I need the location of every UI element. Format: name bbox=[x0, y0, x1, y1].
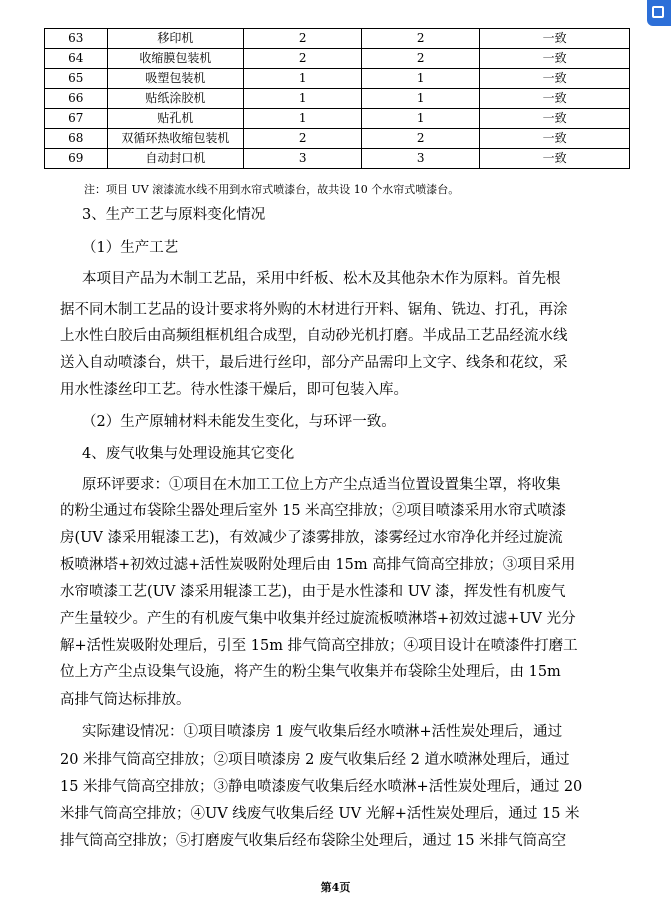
table-cell-name: 收缩膜包装机 bbox=[107, 49, 244, 69]
table-cell-b: 1 bbox=[362, 69, 480, 89]
table-cell-no: 68 bbox=[45, 129, 108, 149]
table-cell-c: 一致 bbox=[480, 89, 630, 109]
table-cell-c: 一致 bbox=[480, 49, 630, 69]
paragraph-line: 排气筒高空排放；⑤打磨废气收集后经布袋除尘处理后，通过 15 米排气筒高空 bbox=[60, 833, 567, 849]
table-cell-a: 2 bbox=[244, 129, 362, 149]
table-cell-b: 2 bbox=[362, 129, 480, 149]
table-cell-no: 64 bbox=[45, 49, 108, 69]
paragraph-line: 位上方产尘点设集气设施，将产生的粉尘集气收集并布袋除尘处理后，由 15m bbox=[60, 664, 561, 680]
table-cell-c: 一致 bbox=[480, 149, 630, 169]
table-cell-a: 3 bbox=[244, 149, 362, 169]
paragraph-line: 产生量较少。产生的有机废气集中收集并经过旋流板喷淋塔+初效过滤+UV 光分 bbox=[60, 611, 576, 627]
corner-app-icon[interactable] bbox=[647, 0, 671, 26]
table-row bbox=[45, 89, 630, 109]
table-cell-no: 66 bbox=[45, 89, 108, 109]
table-row bbox=[45, 49, 630, 69]
table-row bbox=[45, 129, 630, 149]
paragraph-line: 的粉尘通过布袋除尘器处理后室外 15 米高空排放；②项目喷漆采用水帘式喷漆 bbox=[60, 503, 567, 519]
table-cell-a: 2 bbox=[244, 29, 362, 49]
paragraph-line: 解+活性炭吸附处理后，引至 15m 排气筒高空排放；④项目设计在喷漆件打磨工 bbox=[60, 638, 578, 654]
paragraph-line: 原环评要求：①项目在木加工工位上方产尘点适当位置设置集尘罩，将收集 bbox=[82, 477, 561, 493]
table-cell-c: 一致 bbox=[480, 109, 630, 129]
paragraph-line: 送入自动喷漆台，烘干，最后进行丝印，部分产品需印上文字、线条和花纹，采 bbox=[60, 355, 568, 371]
table-row bbox=[45, 69, 630, 89]
table-cell-name: 贴纸涂胶机 bbox=[107, 89, 244, 109]
square-icon bbox=[652, 6, 664, 18]
table-cell-b: 2 bbox=[362, 29, 480, 49]
table-cell-name: 吸塑包装机 bbox=[107, 69, 244, 89]
table-cell-c: 一致 bbox=[480, 69, 630, 89]
table-cell-a: 1 bbox=[244, 109, 362, 129]
paragraph-line: 板喷淋塔+初效过滤+活性炭吸附处理后由 15m 高排气筒高空排放；③项目采用 bbox=[60, 557, 576, 573]
table-cell-no: 69 bbox=[45, 149, 108, 169]
paragraph-line: 米排气筒高空排放；④UV 线废气收集后经 UV 光解+活性炭处理后，通过 15 米 bbox=[60, 806, 580, 822]
paragraph-line: 实际建设情况：①项目喷漆房 1 废气收集后经水喷淋+活性炭处理后，通过 bbox=[82, 724, 563, 740]
paragraph-line: 20 米排气筒高空排放；②项目喷漆房 2 废气收集后经 2 道水喷淋处理后，通过 bbox=[60, 752, 570, 768]
table-cell-name: 贴孔机 bbox=[107, 109, 244, 129]
table-note: 注：项目 UV 滚漆流水线不用到水帘式喷漆台，故共设 10 个水帘式喷漆台。 bbox=[84, 183, 460, 196]
table-cell-a: 2 bbox=[244, 49, 362, 69]
paragraph-line: 用水性漆丝印工艺。待水性漆干燥后，即可包装入库。 bbox=[60, 382, 408, 398]
table-cell-no: 63 bbox=[45, 29, 108, 49]
table-cell-c: 一致 bbox=[480, 29, 630, 49]
paragraph-line: 房(UV 漆采用辊漆工艺)，有效减少了漆雾排放，漆雾经过水帘净化并经过旋流 bbox=[60, 530, 563, 546]
paragraph-line: 高排气筒达标排放。 bbox=[60, 692, 191, 708]
paragraph-line: 本项目产品为木制工艺品，采用中纤板、松木及其他杂木作为原料。首先根 bbox=[82, 271, 561, 287]
table-cell-b: 2 bbox=[362, 49, 480, 69]
section-heading: 3、生产工艺与原料变化情况 bbox=[82, 207, 266, 223]
page-number: 第4页 bbox=[320, 881, 351, 894]
table-cell-c: 一致 bbox=[480, 129, 630, 149]
equipment-table bbox=[44, 28, 630, 169]
section-heading: 4、废气收集与处理设施其它变化 bbox=[82, 446, 295, 462]
table-cell-b: 1 bbox=[362, 109, 480, 129]
table-cell-b: 1 bbox=[362, 89, 480, 109]
table-cell-a: 1 bbox=[244, 69, 362, 89]
table-cell-name: 双循环热收缩包装机 bbox=[107, 129, 244, 149]
table-cell-a: 1 bbox=[244, 89, 362, 109]
paragraph-line: 水帘喷漆工艺(UV 漆采用辊漆工艺)，由于是水性漆和 UV 漆，挥发性有机废气 bbox=[60, 584, 566, 600]
table-row bbox=[45, 109, 630, 129]
subsection-heading: （1）生产工艺 bbox=[82, 240, 179, 256]
table-cell-name: 自动封口机 bbox=[107, 149, 244, 169]
table-row bbox=[45, 29, 630, 49]
table-row bbox=[45, 149, 630, 169]
table-cell-b: 3 bbox=[362, 149, 480, 169]
table-cell-name: 移印机 bbox=[107, 29, 244, 49]
paragraph-line: 15 米排气筒高空排放；③静电喷漆废气收集后经水喷淋+活性炭处理后，通过 20 bbox=[60, 779, 583, 795]
paragraph-line: 据不同木制工艺品的设计要求将外购的木材进行开料、锯角、铣边、打孔，再涂 bbox=[60, 302, 568, 318]
table-cell-no: 67 bbox=[45, 109, 108, 129]
subsection-heading: （2）生产原辅材料未能发生变化，与环评一致。 bbox=[82, 414, 396, 430]
paragraph-line: 上水性白胶后由高频组框机组合成型，自动砂光机打磨。半成品工艺品经流水线 bbox=[60, 328, 568, 344]
table-cell-no: 65 bbox=[45, 69, 108, 89]
